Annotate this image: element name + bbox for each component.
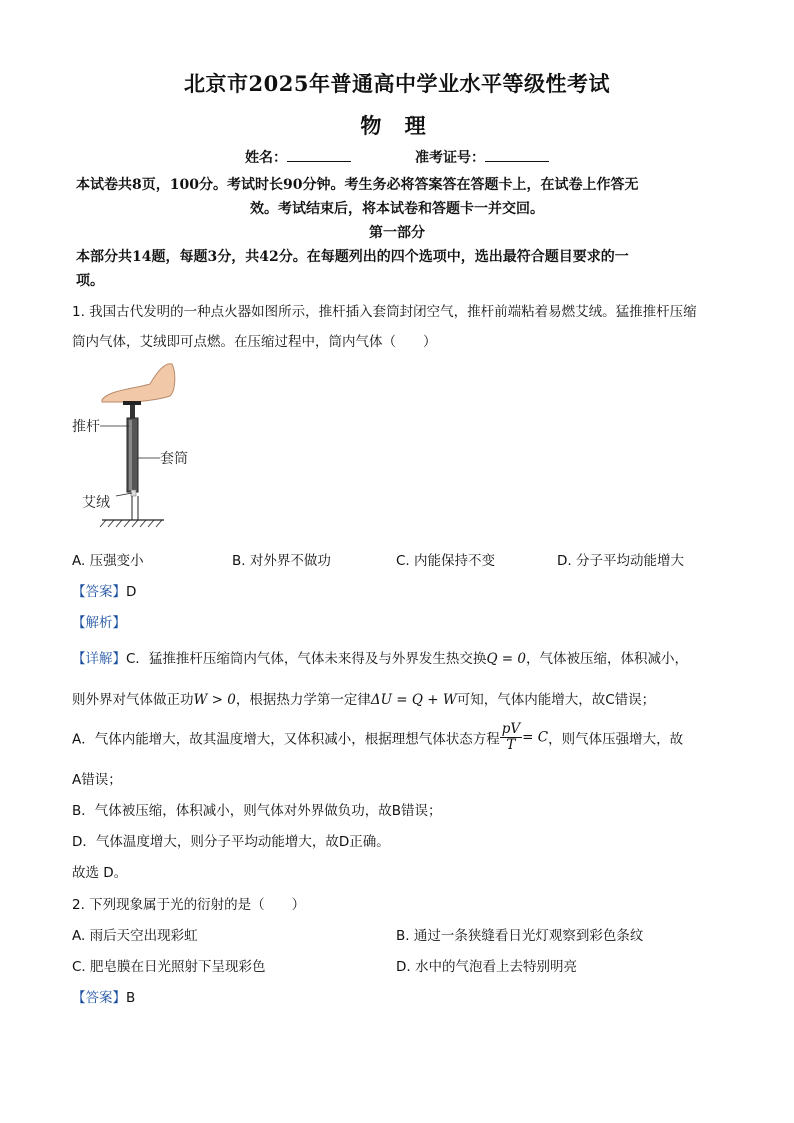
q1-option-c: C. 内能保持不变	[396, 553, 496, 569]
q2-option-b: B. 通过一条狭缝看日光灯观察到彩色条纹	[396, 928, 644, 944]
tube-body	[127, 418, 138, 492]
detail-text: A．气体内能增大，故其温度增大，又体积减小，根据理想气体状态方程	[72, 731, 500, 748]
q1-answer	[72, 580, 136, 600]
q1-detail-line-3	[72, 722, 683, 753]
candidate-info	[0, 147, 794, 167]
q1-detail-line-5: B．气体被压缩，体积减小，则气体对外界做负功，故B错误；	[72, 803, 442, 819]
fire-piston-figure	[68, 360, 208, 535]
exam-title: 北京市2025年普通高中学业水平等级性考试	[184, 71, 610, 96]
fraction-numerator: pV	[501, 721, 521, 737]
part-title: 第一部分	[369, 225, 425, 241]
label-tube: 套筒	[160, 451, 188, 467]
q2-answer	[72, 986, 135, 1006]
detail-tag: 【详解】	[72, 651, 126, 667]
ideal-gas-fraction	[500, 722, 522, 753]
instructions-line-1: 本试卷共8页，100分。考试时长90分钟。考生务必将答案答在答题卡上，在试卷上作答无	[76, 177, 639, 193]
detail-text: ，根据热力学第一定律	[235, 692, 371, 708]
fraction-denominator: T	[506, 737, 516, 753]
detail-text: C．猛推推杆压缩筒内气体，气体未来得及与外界发生热交换	[126, 651, 487, 667]
q1-analysis-tag: 【解析】	[72, 615, 126, 631]
q1-option-b: B. 对外界不做功	[232, 553, 331, 569]
name-label: 姓名：	[245, 150, 287, 166]
answer-tag: 【答案】	[72, 584, 126, 600]
instructions-line-2: 效。考试结束后，将本试卷和答题卡一并交回。	[250, 201, 544, 217]
rod-cap	[123, 401, 141, 405]
q1-option-d: D. 分子平均动能增大	[557, 553, 684, 569]
eq-w-positive: W > 0	[193, 692, 236, 708]
q1-detail-line-1	[72, 647, 688, 667]
eq-q-zero: Q = 0	[486, 651, 526, 667]
exam-id-blank	[485, 147, 549, 162]
tube-highlight	[129, 420, 132, 490]
detail-text: ，气体被压缩，体积减小，	[526, 651, 688, 667]
q2-option-a: A. 雨后天空出现彩虹	[72, 928, 198, 944]
q1-stem-line-1: 1. 我国古代发明的一种点火器如图所示，推杆插入套筒封闭空气，推杆前端粘着易燃艾绒。猛推推杆压缩	[72, 304, 697, 320]
q1-detail-line-6: D．气体温度增大，则分子平均动能增大，故D正确。	[72, 834, 390, 850]
q1-detail-line-2	[72, 688, 655, 708]
exam-id-label: 准考证号：	[415, 150, 485, 166]
hand-icon	[102, 364, 175, 402]
q1-answer-value: D	[126, 584, 137, 600]
eq-const: = C	[522, 729, 549, 746]
q1-conclusion: 故选 D。	[72, 865, 128, 881]
part-desc-line-1: 本部分共14题，每题3分，共42分。在每题列出的四个选项中，选出最符合题目要求的一	[76, 249, 629, 265]
subject-title: 物 理	[360, 113, 434, 138]
label-rod: 推杆	[72, 419, 100, 435]
q1-option-a: A. 压强变小	[72, 553, 144, 569]
part-desc-line-2: 项。	[76, 273, 104, 289]
name-blank	[287, 147, 351, 162]
label-tinder: 艾绒	[82, 495, 110, 511]
q2-option-d: D. 水中的气泡看上去特别明亮	[396, 959, 577, 975]
q1-detail-line-4: A错误；	[72, 772, 122, 788]
eq-first-law: ΔU = Q + W	[370, 692, 457, 708]
tinder-pointer	[116, 493, 132, 496]
q2-stem: 2. 下列现象属于光的衍射的是（ ）	[72, 897, 306, 913]
detail-text: ，则气体压强增大，故	[548, 731, 684, 748]
q2-answer-value: B	[126, 990, 136, 1006]
detail-text: 则外界对气体做正功	[72, 692, 194, 708]
answer-tag: 【答案】	[72, 990, 126, 1006]
q2-option-c: C. 肥皂膜在日光照射下呈现彩色	[72, 959, 266, 975]
q1-stem-line-2: 筒内气体，艾绒即可点燃。在压缩过程中，筒内气体（ ）	[72, 334, 437, 350]
ground-hatch	[100, 520, 162, 527]
detail-text: 可知，气体内能增大，故C错误；	[456, 692, 656, 708]
